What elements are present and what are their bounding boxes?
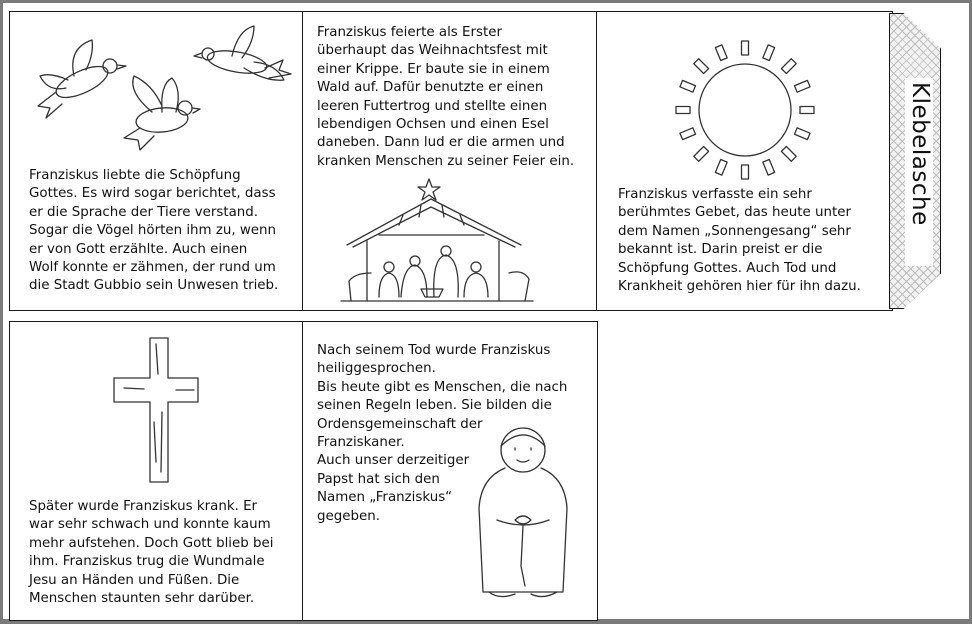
sun-ray — [680, 80, 696, 92]
panel-monk-text: Nach seinem Tod wurde Franziskus heiliggesprochen. Bis heute gibt es Menschen, die nach seinen Regeln leben. Sie bilden die Ordensgemeinschaft der Franziskaner. Auch unser derzeitiger Papst hat sich den Namen „Franziskus“ gegeben. — [317, 343, 568, 524]
monk-illustration — [475, 416, 575, 616]
sun-ray — [781, 146, 796, 161]
sun-ray — [742, 165, 749, 179]
panel-birds-text: Franziskus liebte die Schöpfung Gottes. Es wird sogar berichtet, dass er die Sprache der Tiere verstand. Sogar die Vögel hörten ihm zu, wenn er von Gott erzählte. Auch einen Wolf konnte er zähmen, der rund um die Stadt Gubbio sein Unwesen trieb. — [29, 168, 279, 294]
sun-ray — [763, 159, 775, 175]
worksheet — [3, 3, 969, 619]
panel-crib-text: Franziskus feierte als Erster überhaupt das Weihnachtsfest mit einer Krippe. Er baute sie in einem Wald auf. Dafür benutzte er einen leeren Futtertrog und stellte einen lebendigen Ochsen und einen Esel daneben. Dann lud er die armen und kranken Menschen zu seiner Feier ein. — [317, 25, 575, 169]
sun-ray — [694, 59, 709, 74]
panel-monk — [302, 321, 598, 621]
panel-birds — [9, 11, 304, 311]
panel-cross-text: Später wurde Franziskus krank. Er war sehr schwach und konnte kaum mehr aufstehen. Doch Gott blieb bei ihm. Franziskus trug die Wundmale Jesu an Händen und Füßen. Die Menschen staunten sehr darüber. — [29, 499, 274, 607]
sun-ray — [715, 45, 727, 61]
sun-illustration — [665, 32, 825, 182]
nativity-illustration — [339, 177, 539, 307]
sun-ray — [800, 107, 814, 114]
glue-tab-label: Klebelasche — [905, 78, 933, 266]
sun-ray — [680, 128, 696, 140]
panel-crib — [302, 11, 598, 311]
sun-ray — [781, 59, 796, 74]
cross-illustration — [106, 332, 216, 492]
sun-ray — [742, 41, 749, 55]
panel-sun — [596, 11, 893, 311]
sun-ray — [715, 159, 727, 175]
sun-ray — [794, 80, 810, 92]
panel-cross — [9, 321, 304, 621]
doves-illustration — [22, 20, 292, 160]
sun-ray — [794, 128, 810, 140]
sun-ray — [676, 107, 690, 114]
sun-ray — [694, 146, 709, 161]
panel-sun-text: Franziskus verfasste ein sehr berühmtes Gebet, das heute unter dem Namen „Sonnengesang“ sehr bekannt ist. Darin preist er die Schöpfung Gottes. Auch Tod und Krankheit gehören hier für ihn dazu. — [618, 187, 861, 295]
sun-ray — [763, 45, 775, 61]
